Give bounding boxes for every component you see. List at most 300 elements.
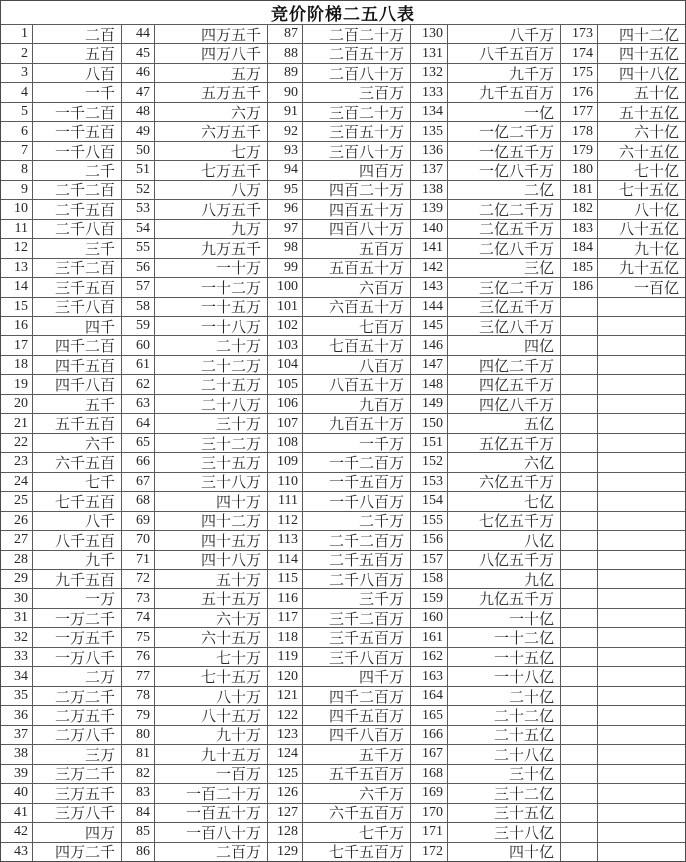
- price-cell: 三万: [33, 745, 121, 763]
- row-index-cell: [561, 628, 597, 646]
- row-index-cell: 38: [1, 745, 32, 763]
- price-cell: 三千二百万: [303, 609, 410, 627]
- price-cell: [598, 570, 685, 588]
- price-cell: 九千五百: [33, 570, 121, 588]
- price-cell: 六十万: [155, 609, 267, 627]
- price-cell: 九十亿: [598, 239, 685, 257]
- row-index-cell: 83: [122, 784, 154, 802]
- row-index-cell: 166: [411, 726, 447, 744]
- price-cell: 二十亿: [448, 687, 560, 705]
- row-index-cell: 139: [411, 200, 447, 218]
- price-cell: [598, 512, 685, 530]
- row-index-cell: 51: [122, 161, 154, 179]
- row-index-cell: 115: [268, 570, 302, 588]
- price-cell: 三亿: [448, 259, 560, 277]
- row-index-cell: 147: [411, 356, 447, 374]
- price-cell: 二亿五千万: [448, 220, 560, 238]
- row-index-cell: 141: [411, 239, 447, 257]
- row-index-cell: 40: [1, 784, 32, 802]
- row-index-cell: 103: [268, 336, 302, 354]
- price-cell: 六十五万: [155, 628, 267, 646]
- price-cell: 八千: [33, 512, 121, 530]
- row-index-cell: 153: [411, 473, 447, 491]
- price-cell: 七十亿: [598, 161, 685, 179]
- price-cell: 五百万: [303, 239, 410, 257]
- row-index-cell: 96: [268, 200, 302, 218]
- price-cell: 一十八万: [155, 317, 267, 335]
- row-index-cell: 112: [268, 512, 302, 530]
- price-cell: [598, 687, 685, 705]
- price-cell: [598, 843, 685, 861]
- row-index-cell: 149: [411, 395, 447, 413]
- row-index-cell: 1: [1, 25, 32, 43]
- row-index-cell: 109: [268, 453, 302, 471]
- row-index-cell: 73: [122, 589, 154, 607]
- price-cell: 一千八百: [33, 142, 121, 160]
- row-index-cell: 26: [1, 512, 32, 530]
- row-index-cell: 159: [411, 589, 447, 607]
- row-index-cell: 152: [411, 453, 447, 471]
- row-index-cell: 77: [122, 667, 154, 685]
- price-cell: 二千: [33, 161, 121, 179]
- row-index-cell: 177: [561, 103, 597, 121]
- row-index-cell: 23: [1, 453, 32, 471]
- row-index-cell: [561, 512, 597, 530]
- row-index-cell: [561, 648, 597, 666]
- row-index-cell: 64: [122, 414, 154, 432]
- row-index-cell: 136: [411, 142, 447, 160]
- price-cell: 三十二亿: [448, 784, 560, 802]
- row-index-cell: [561, 336, 597, 354]
- price-cell: 七千五百: [33, 492, 121, 510]
- row-index-cell: 181: [561, 181, 597, 199]
- row-index-cell: 106: [268, 395, 302, 413]
- row-index-cell: 84: [122, 804, 154, 822]
- price-cell: 八百: [33, 64, 121, 82]
- row-index-cell: 120: [268, 667, 302, 685]
- price-cell: [598, 356, 685, 374]
- row-index-cell: 164: [411, 687, 447, 705]
- price-cell: 九十五亿: [598, 259, 685, 277]
- row-index-cell: [561, 298, 597, 316]
- price-cell: 四亿二千万: [448, 356, 560, 374]
- price-cell: 一百八十万: [155, 823, 267, 841]
- price-cell: 二十八万: [155, 395, 267, 413]
- row-index-cell: 24: [1, 473, 32, 491]
- price-cell: 五十万: [155, 570, 267, 588]
- price-cell: [598, 648, 685, 666]
- price-cell: 九十五万: [155, 745, 267, 763]
- row-index-cell: 142: [411, 259, 447, 277]
- price-cell: 二十万: [155, 336, 267, 354]
- price-cell: 五百五十万: [303, 259, 410, 277]
- price-cell: 三亿二千万: [448, 278, 560, 296]
- price-cell: 九百五十万: [303, 414, 410, 432]
- row-index-cell: 110: [268, 473, 302, 491]
- row-index-cell: 81: [122, 745, 154, 763]
- row-index-cell: 137: [411, 161, 447, 179]
- row-index-cell: 154: [411, 492, 447, 510]
- price-cell: [598, 609, 685, 627]
- price-cell: 一千八百万: [303, 492, 410, 510]
- price-cell: 一千五百万: [303, 473, 410, 491]
- price-cell: 二千五百万: [303, 551, 410, 569]
- price-cell: 九千五百万: [448, 83, 560, 101]
- price-cell: 一万五千: [33, 628, 121, 646]
- row-index-cell: [561, 765, 597, 783]
- row-index-cell: 15: [1, 298, 32, 316]
- price-cell: 七千五百万: [303, 843, 410, 861]
- price-cell: 三十五万: [155, 453, 267, 471]
- price-cell: 二百二十万: [303, 25, 410, 43]
- price-cell: 四亿八千万: [448, 395, 560, 413]
- row-index-cell: 49: [122, 122, 154, 140]
- price-cell: 二千二百万: [303, 531, 410, 549]
- row-index-cell: 32: [1, 628, 32, 646]
- row-index-cell: 94: [268, 161, 302, 179]
- price-cell: 六百五十万: [303, 298, 410, 316]
- price-cell: 七十五万: [155, 667, 267, 685]
- row-index-cell: 68: [122, 492, 154, 510]
- price-cell: 四万二千: [33, 843, 121, 861]
- price-cell: 六千: [33, 434, 121, 452]
- price-cell: 三十八亿: [448, 823, 560, 841]
- price-cell: 一亿: [448, 103, 560, 121]
- row-index-cell: 162: [411, 648, 447, 666]
- row-index-cell: 58: [122, 298, 154, 316]
- row-index-cell: 37: [1, 726, 32, 744]
- price-cell: 三万八千: [33, 804, 121, 822]
- price-cell: 三千五百: [33, 278, 121, 296]
- row-index-cell: 16: [1, 317, 32, 335]
- price-cell: [598, 434, 685, 452]
- row-index-cell: 74: [122, 609, 154, 627]
- price-cell: [598, 726, 685, 744]
- row-index-cell: [561, 609, 597, 627]
- row-index-cell: 36: [1, 706, 32, 724]
- row-index-cell: 118: [268, 628, 302, 646]
- price-cell: 四十亿: [448, 843, 560, 861]
- row-index-cell: [561, 395, 597, 413]
- price-cell: 四千八百: [33, 375, 121, 393]
- price-cell: 三千五百万: [303, 628, 410, 646]
- price-cell: 一十万: [155, 259, 267, 277]
- row-index-cell: 126: [268, 784, 302, 802]
- row-index-cell: 169: [411, 784, 447, 802]
- price-cell: [598, 375, 685, 393]
- row-index-cell: 91: [268, 103, 302, 121]
- row-index-cell: 117: [268, 609, 302, 627]
- price-cell: 七十五亿: [598, 181, 685, 199]
- row-index-cell: 180: [561, 161, 597, 179]
- row-index-cell: [561, 823, 597, 841]
- row-index-cell: 34: [1, 667, 32, 685]
- row-index-cell: 107: [268, 414, 302, 432]
- price-cell: [598, 823, 685, 841]
- row-index-cell: 98: [268, 239, 302, 257]
- row-index-cell: 59: [122, 317, 154, 335]
- row-index-cell: 124: [268, 745, 302, 763]
- row-index-cell: 39: [1, 765, 32, 783]
- price-cell: 八百五十万: [303, 375, 410, 393]
- row-index-cell: 50: [122, 142, 154, 160]
- row-index-cell: 76: [122, 648, 154, 666]
- row-index-cell: [561, 843, 597, 861]
- row-index-cell: 2: [1, 44, 32, 62]
- row-index-cell: 46: [122, 64, 154, 82]
- price-cell: 二万五千: [33, 706, 121, 724]
- row-index-cell: 13: [1, 259, 32, 277]
- row-index-cell: 125: [268, 765, 302, 783]
- row-index-cell: 27: [1, 531, 32, 549]
- price-cell: 六亿: [448, 453, 560, 471]
- price-cell: 一十亿: [448, 609, 560, 627]
- row-index-cell: 28: [1, 551, 32, 569]
- row-index-cell: 88: [268, 44, 302, 62]
- row-index-cell: 45: [122, 44, 154, 62]
- price-cell: 四千: [33, 317, 121, 335]
- row-index-cell: 185: [561, 259, 597, 277]
- price-cell: 一万二千: [33, 609, 121, 627]
- price-cell: 五亿五千万: [448, 434, 560, 452]
- row-index-cell: [561, 706, 597, 724]
- row-index-cell: 35: [1, 687, 32, 705]
- row-index-cell: 41: [1, 804, 32, 822]
- price-cell: 二百五十万: [303, 44, 410, 62]
- row-index-cell: 133: [411, 83, 447, 101]
- price-cell: 三十八万: [155, 473, 267, 491]
- price-cell: 一亿八千万: [448, 161, 560, 179]
- price-cell: 八十万: [155, 687, 267, 705]
- row-index-cell: [561, 375, 597, 393]
- price-cell: 九万五千: [155, 239, 267, 257]
- row-index-cell: 176: [561, 83, 597, 101]
- row-index-cell: [561, 589, 597, 607]
- row-index-cell: 54: [122, 220, 154, 238]
- price-cell: 四亿五千万: [448, 375, 560, 393]
- price-cell: 四万八千: [155, 44, 267, 62]
- row-index-cell: 116: [268, 589, 302, 607]
- price-cell: 七百五十万: [303, 336, 410, 354]
- row-index-cell: 78: [122, 687, 154, 705]
- row-index-cell: [561, 473, 597, 491]
- price-cell: 一千二百: [33, 103, 121, 121]
- price-cell: 四百五十万: [303, 200, 410, 218]
- row-index-cell: 143: [411, 278, 447, 296]
- row-index-cell: 97: [268, 220, 302, 238]
- price-cell: 四千五百: [33, 356, 121, 374]
- price-cell: 一万: [33, 589, 121, 607]
- price-cell: 四十二亿: [598, 25, 685, 43]
- row-index-cell: 93: [268, 142, 302, 160]
- price-cell: 五十五亿: [598, 103, 685, 121]
- row-index-cell: 186: [561, 278, 597, 296]
- price-cell: 八千万: [448, 25, 560, 43]
- price-cell: 三百五十万: [303, 122, 410, 140]
- row-index-cell: 151: [411, 434, 447, 452]
- row-index-cell: 89: [268, 64, 302, 82]
- row-index-cell: 121: [268, 687, 302, 705]
- price-cell: 七亿五千万: [448, 512, 560, 530]
- price-cell: 六十五亿: [598, 142, 685, 160]
- row-index-cell: 158: [411, 570, 447, 588]
- row-index-cell: 87: [268, 25, 302, 43]
- price-cell: 八万: [155, 181, 267, 199]
- price-cell: 五万五千: [155, 83, 267, 101]
- row-index-cell: 170: [411, 804, 447, 822]
- row-index-cell: 30: [1, 589, 32, 607]
- price-cell: [598, 317, 685, 335]
- price-cell: [598, 551, 685, 569]
- row-index-cell: 85: [122, 823, 154, 841]
- row-index-cell: 134: [411, 103, 447, 121]
- price-cell: 四万五千: [155, 25, 267, 43]
- price-cell: 三万五千: [33, 784, 121, 802]
- row-index-cell: 12: [1, 239, 32, 257]
- row-index-cell: 157: [411, 551, 447, 569]
- price-cell: 一十五万: [155, 298, 267, 316]
- row-index-cell: 86: [122, 843, 154, 861]
- price-cell: 五千五百万: [303, 765, 410, 783]
- price-cell: 八亿: [448, 531, 560, 549]
- row-index-cell: 183: [561, 220, 597, 238]
- row-index-cell: 178: [561, 122, 597, 140]
- row-index-cell: 140: [411, 220, 447, 238]
- price-cell: 三亿五千万: [448, 298, 560, 316]
- price-cell: 一千五百: [33, 122, 121, 140]
- row-index-cell: 111: [268, 492, 302, 510]
- row-index-cell: [561, 551, 597, 569]
- row-index-cell: 31: [1, 609, 32, 627]
- row-index-cell: 131: [411, 44, 447, 62]
- price-cell: 八千五百万: [448, 44, 560, 62]
- row-index-cell: [561, 317, 597, 335]
- row-index-cell: 100: [268, 278, 302, 296]
- price-cell: 四千二百万: [303, 687, 410, 705]
- row-index-cell: [561, 726, 597, 744]
- price-cell: 九千: [33, 551, 121, 569]
- price-cell: [598, 628, 685, 646]
- row-index-cell: 71: [122, 551, 154, 569]
- row-index-cell: 18: [1, 356, 32, 374]
- row-index-cell: 75: [122, 628, 154, 646]
- price-cell: 三十二万: [155, 434, 267, 452]
- price-cell: 一百五十万: [155, 804, 267, 822]
- row-index-cell: 72: [122, 570, 154, 588]
- row-index-cell: [561, 667, 597, 685]
- price-cell: 二万八千: [33, 726, 121, 744]
- row-index-cell: [561, 804, 597, 822]
- price-cell: 三亿八千万: [448, 317, 560, 335]
- row-index-cell: 3: [1, 64, 32, 82]
- price-cell: 一亿二千万: [448, 122, 560, 140]
- price-cell: [598, 473, 685, 491]
- row-index-cell: [561, 356, 597, 374]
- price-cell: 一百万: [155, 765, 267, 783]
- row-index-cell: [561, 531, 597, 549]
- price-cell: 四千二百: [33, 336, 121, 354]
- price-cell: 二万二千: [33, 687, 121, 705]
- row-index-cell: 14: [1, 278, 32, 296]
- price-cell: 五千万: [303, 745, 410, 763]
- row-index-cell: 150: [411, 414, 447, 432]
- row-index-cell: 161: [411, 628, 447, 646]
- row-index-cell: 113: [268, 531, 302, 549]
- price-cell: 一百二十万: [155, 784, 267, 802]
- price-cell: 六万: [155, 103, 267, 121]
- price-cell: [598, 589, 685, 607]
- price-cell: 四十八亿: [598, 64, 685, 82]
- price-cell: 三千万: [303, 589, 410, 607]
- row-index-cell: 70: [122, 531, 154, 549]
- price-cell: 三十五亿: [448, 804, 560, 822]
- price-cell: 二十五万: [155, 375, 267, 393]
- row-index-cell: 11: [1, 220, 32, 238]
- row-index-cell: [561, 687, 597, 705]
- price-cell: [598, 336, 685, 354]
- price-cell: [598, 531, 685, 549]
- price-cell: 四万: [33, 823, 121, 841]
- price-cell: 二亿二千万: [448, 200, 560, 218]
- price-cell: 四亿: [448, 336, 560, 354]
- row-index-cell: 44: [122, 25, 154, 43]
- price-cell: 二十八亿: [448, 745, 560, 763]
- row-index-cell: 173: [561, 25, 597, 43]
- price-cell: 九万: [155, 220, 267, 238]
- price-cell: 七百万: [303, 317, 410, 335]
- price-cell: 一万八千: [33, 648, 121, 666]
- row-index-cell: 25: [1, 492, 32, 510]
- row-index-cell: 67: [122, 473, 154, 491]
- price-cell: [598, 784, 685, 802]
- price-cell: [598, 706, 685, 724]
- row-index-cell: 182: [561, 200, 597, 218]
- row-index-cell: 42: [1, 823, 32, 841]
- row-index-cell: 130: [411, 25, 447, 43]
- price-cell: 一百亿: [598, 278, 685, 296]
- price-cell: 九千万: [448, 64, 560, 82]
- row-index-cell: 19: [1, 375, 32, 393]
- row-index-cell: 17: [1, 336, 32, 354]
- row-index-cell: 144: [411, 298, 447, 316]
- row-index-cell: 63: [122, 395, 154, 413]
- price-cell: 三千八百: [33, 298, 121, 316]
- price-cell: 四百万: [303, 161, 410, 179]
- row-index-cell: [561, 492, 597, 510]
- row-index-cell: 160: [411, 609, 447, 627]
- price-cell: 三十亿: [448, 765, 560, 783]
- row-index-cell: 79: [122, 706, 154, 724]
- row-index-cell: 174: [561, 44, 597, 62]
- price-cell: 一十五亿: [448, 648, 560, 666]
- price-cell: [598, 667, 685, 685]
- row-index-cell: 165: [411, 706, 447, 724]
- row-index-cell: 61: [122, 356, 154, 374]
- price-cell: 二十二亿: [448, 706, 560, 724]
- price-cell: 三十万: [155, 414, 267, 432]
- price-cell: 三千二百: [33, 259, 121, 277]
- row-index-cell: [561, 453, 597, 471]
- row-index-cell: 57: [122, 278, 154, 296]
- row-index-cell: [561, 414, 597, 432]
- row-index-cell: 5: [1, 103, 32, 121]
- row-index-cell: 80: [122, 726, 154, 744]
- price-cell: 六千万: [303, 784, 410, 802]
- row-index-cell: 66: [122, 453, 154, 471]
- price-cell: 一千: [33, 83, 121, 101]
- price-cell: 七千万: [303, 823, 410, 841]
- row-index-cell: [561, 745, 597, 763]
